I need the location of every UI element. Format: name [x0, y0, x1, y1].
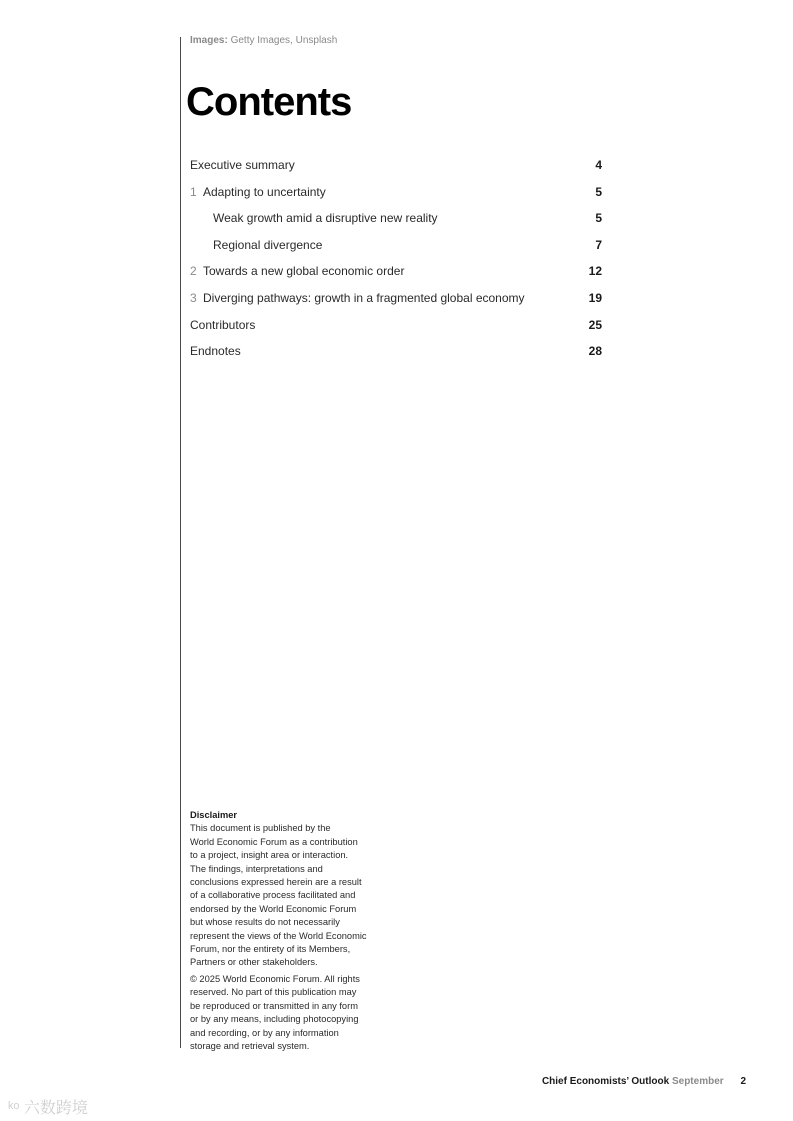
image-credits [190, 35, 337, 46]
disclaimer-line: The findings, interpretations and [190, 863, 323, 874]
disclaimer-line: Partners or other stakeholders. [190, 957, 318, 968]
toc-entry-text: Executive summary [190, 158, 295, 172]
toc-entry-label [190, 338, 241, 365]
disclaimer-line: or by any means, including photocopying [190, 1014, 359, 1025]
footer-publication: Chief Economists’ Outlook [541, 1076, 670, 1087]
toc-entry-label [190, 285, 525, 312]
disclaimer-line: of a collaborative process facilitated and [190, 890, 356, 901]
footer-month: September [671, 1076, 724, 1087]
disclaimer-line: reserved. No part of this publication may [190, 987, 357, 998]
disclaimer-line: This document is published by the [190, 823, 331, 834]
disclaimer-paragraph-2 [190, 973, 380, 1053]
toc-section-number: 3 [190, 290, 197, 305]
toc-section-number: 1 [190, 184, 197, 199]
watermark-logo: ᵏᵒ 六数跨境 [8, 1100, 88, 1117]
toc-page-number: 28 [588, 344, 602, 359]
toc-entry[interactable] [190, 338, 602, 365]
page-title: Contents [186, 80, 352, 124]
toc-entry[interactable] [190, 179, 602, 206]
toc-entry-label [190, 152, 295, 179]
toc-entry[interactable] [190, 152, 602, 179]
toc-entry-text: Endnotes [190, 344, 241, 359]
disclaimer-title: Disclaimer [190, 810, 238, 820]
toc-entry-text: Towards a new global economic order [203, 264, 405, 279]
disclaimer [190, 809, 380, 1053]
toc-entry-text: Weak growth amid a disruptive new reality [213, 211, 438, 226]
page-footer [540, 1076, 746, 1087]
toc-entry-label [190, 258, 404, 285]
toc-page-number: 12 [588, 264, 602, 279]
disclaimer-line: and recording, or by any information [190, 1027, 339, 1038]
toc-entry-label [190, 179, 326, 206]
toc-entry[interactable] [190, 232, 602, 259]
disclaimer-line: © 2025 World Economic Forum. All rights [190, 973, 360, 984]
vertical-rule [180, 37, 181, 1048]
toc-entry-label [190, 312, 255, 339]
toc-entry[interactable] [190, 312, 602, 339]
disclaimer-line: to a project, insight area or interaction. [190, 850, 349, 861]
toc-page-number: 25 [588, 317, 602, 332]
disclaimer-line: endorsed by the World Economic Forum [190, 903, 357, 914]
disclaimer-line: conclusions expressed herein are a result [190, 877, 362, 888]
toc-page-number: 5 [595, 211, 602, 226]
disclaimer-line: Forum, nor the entirety of its Members, [190, 944, 351, 955]
footer-page-number: 2 [740, 1076, 746, 1087]
toc-page-number: 19 [588, 290, 602, 305]
toc-entry-label [213, 205, 438, 232]
toc-entry[interactable] [190, 258, 602, 285]
toc-page-number: 4 [595, 158, 602, 172]
disclaimer-paragraph-1 [190, 822, 380, 969]
disclaimer-line: World Economic Forum as a contribution [190, 836, 358, 847]
image-credits-text: Getty Images, Unsplash [230, 35, 338, 46]
toc-entry-label [213, 232, 322, 259]
toc-entry-text: Adapting to uncertainty [203, 184, 326, 199]
table-of-contents [190, 152, 602, 365]
disclaimer-line: be reproduced or transmitted in any form [190, 1000, 358, 1011]
toc-section-number: 2 [190, 264, 197, 279]
toc-entry-text: Regional divergence [213, 237, 323, 252]
toc-entry-text: Contributors [190, 317, 256, 332]
disclaimer-line: represent the views of the World Economic [190, 930, 367, 941]
toc-page-number: 7 [595, 237, 602, 252]
disclaimer-line: storage and retrieval system. [190, 1040, 310, 1051]
disclaimer-line: but whose results do not necessarily [190, 917, 340, 928]
toc-entry[interactable] [190, 205, 602, 232]
toc-page-number: 5 [595, 184, 602, 199]
toc-entry[interactable] [190, 285, 602, 312]
image-credits-label: Images: [190, 35, 228, 46]
toc-entry-text: Diverging pathways: growth in a fragmented global economy [203, 290, 525, 305]
